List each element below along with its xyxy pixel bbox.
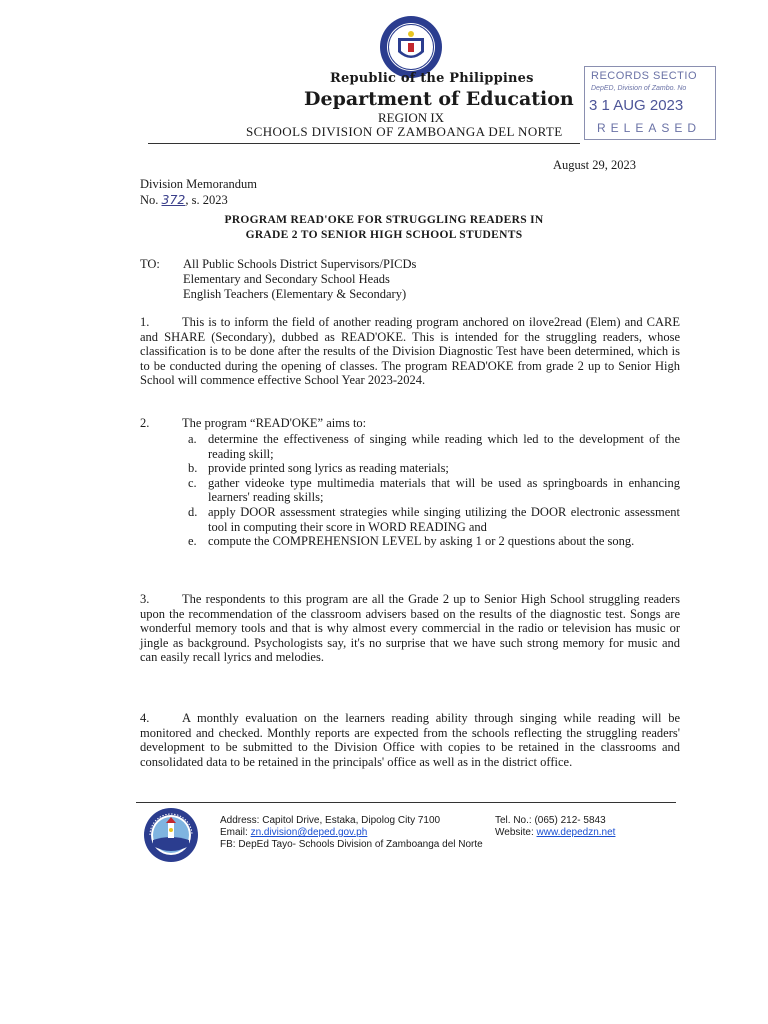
paragraph-4 <box>140 711 680 769</box>
aims-list <box>188 432 680 549</box>
list-text: provide printed song lyrics as reading materials; <box>208 461 449 476</box>
department-heading: Department of Education <box>304 88 574 110</box>
address-value: Capitol Drive, Estaka, Dipolog City 7100 <box>262 815 441 826</box>
region-heading: REGION IX <box>378 110 445 125</box>
paragraph-3 <box>140 592 680 665</box>
footer-telephone <box>495 815 606 826</box>
paragraph-number: 3. <box>140 592 150 606</box>
footer-website <box>495 827 615 838</box>
recipients <box>183 257 416 302</box>
paragraph-text: The respondents to this program are all the Grade 2 up to Senior High School struggling readers upon the recommendation of the classroom advisers based on the results of the diagnostic test. Songs are wonderful memory tools and that is why almost every commercial in the radio or television has music or jingle as background. Psychologists say, it's no surprise that we have such strong memory for music and can easily recall lyrics and melodies. <box>140 592 680 665</box>
list-letter: b. <box>188 461 198 476</box>
paragraph-text: The program “READ'OKE” aims to: <box>182 416 367 430</box>
list-item <box>188 432 680 461</box>
to-label: TO: <box>140 257 160 271</box>
footer-facebook: FB: DepEd Tayo- Schools Division of Zamboanga del Norte <box>220 839 483 850</box>
paragraph-text: A monthly evaluation on the learners reading ability through singing while reading will be monitored and checked. Monthly reports are expected from the schools reflecting the struggling readers' development to be submitted to the Division Office with copies to be retained in the classrooms and consolidated data to be retained in the principals' office as well as in the district office. <box>140 711 680 769</box>
records-stamp <box>584 66 716 140</box>
list-text: determine the effectiveness of singing while reading which led to the development of the reading skill; <box>208 432 680 461</box>
footer-divider <box>136 802 676 803</box>
stamp-title: RECORDS SECTIO <box>591 70 698 82</box>
stamp-status: RELEASED <box>597 121 702 135</box>
list-item <box>188 476 680 505</box>
list-item <box>188 461 680 476</box>
list-item <box>188 534 680 549</box>
recipient-line: All Public Schools District Supervisors/PICDs <box>183 257 417 271</box>
list-letter: c. <box>188 475 197 490</box>
footer-address <box>220 815 440 826</box>
list-text: compute the COMPREHENSION LEVEL by asking 1 or 2 questions about the song. <box>208 534 635 549</box>
memo-date: August 29, 2023 <box>553 158 636 172</box>
list-text: gather videoke type multimedia materials that will be used as springboards in enhancing learners' reading skills; <box>208 475 680 505</box>
list-item <box>188 505 680 534</box>
memo-title-line-2: GRADE 2 TO SENIOR HIGH SCHOOL STUDENTS <box>245 229 523 241</box>
stamp-date: 3 1 AUG 2023 <box>589 97 684 114</box>
email-link[interactable]: zn.division@deped.gov.ph <box>250 827 368 838</box>
stamp-office: DepED, Division of Zambo. No <box>591 85 687 92</box>
list-letter: a. <box>188 432 197 446</box>
memo-title-line-1: PROGRAM READ'OKE FOR STRUGGLING READERS IN <box>224 214 544 226</box>
tel-value: (065) 212- 5843 <box>534 815 606 826</box>
memo-number-suffix: , s. 2023 <box>185 193 228 207</box>
paragraph-number: 2. <box>140 416 150 430</box>
paragraph-1 <box>140 315 680 388</box>
paragraph-number: 4. <box>140 711 150 725</box>
republic-heading: Republic of the Philippines <box>330 71 534 86</box>
recipient-line: English Teachers (Elementary & Secondary) <box>183 287 407 301</box>
paragraph-2 <box>140 416 680 431</box>
memo-number-handwritten: 372 <box>161 192 186 207</box>
website-label: Website: <box>495 827 537 838</box>
footer-email <box>220 827 367 838</box>
paragraph-number: 1. <box>140 315 150 329</box>
address-label: Address: <box>220 815 263 826</box>
recipient-line: Elementary and Secondary School Heads <box>183 272 390 286</box>
memo-number <box>140 192 228 208</box>
tel-label: Tel. No.: <box>495 815 535 826</box>
memo-type: Division Memorandum <box>140 177 258 191</box>
memo-number-prefix: No. <box>140 193 162 207</box>
list-letter: d. <box>188 504 198 519</box>
paragraph-text: This is to inform the field of another reading program anchored on ilove2read (Elem) and CARE and SHARE (Secondary), dubbed as READ'OKE. This is intended for the struggling readers, whose classification is to be done after the results of the Division Diagnostic Test have been determined, which is to be conducted during the opening of classes. The program READ'OKE from grade 2 up to Senior High School will commence effective School Year 2023-2024. <box>140 315 680 388</box>
division-heading: SCHOOLS DIVISION OF ZAMBOANGA DEL NORTE <box>246 124 563 139</box>
email-label: Email: <box>220 827 251 838</box>
website-link[interactable]: www.depedzn.net <box>536 827 616 838</box>
division-seal-logo <box>142 806 200 864</box>
header-divider <box>148 143 580 144</box>
list-text: apply DOOR assessment strategies while singing utilizing the DOOR electronic assessment tool in computing their score in WORD READING and <box>208 504 680 534</box>
list-letter: e. <box>188 534 197 549</box>
